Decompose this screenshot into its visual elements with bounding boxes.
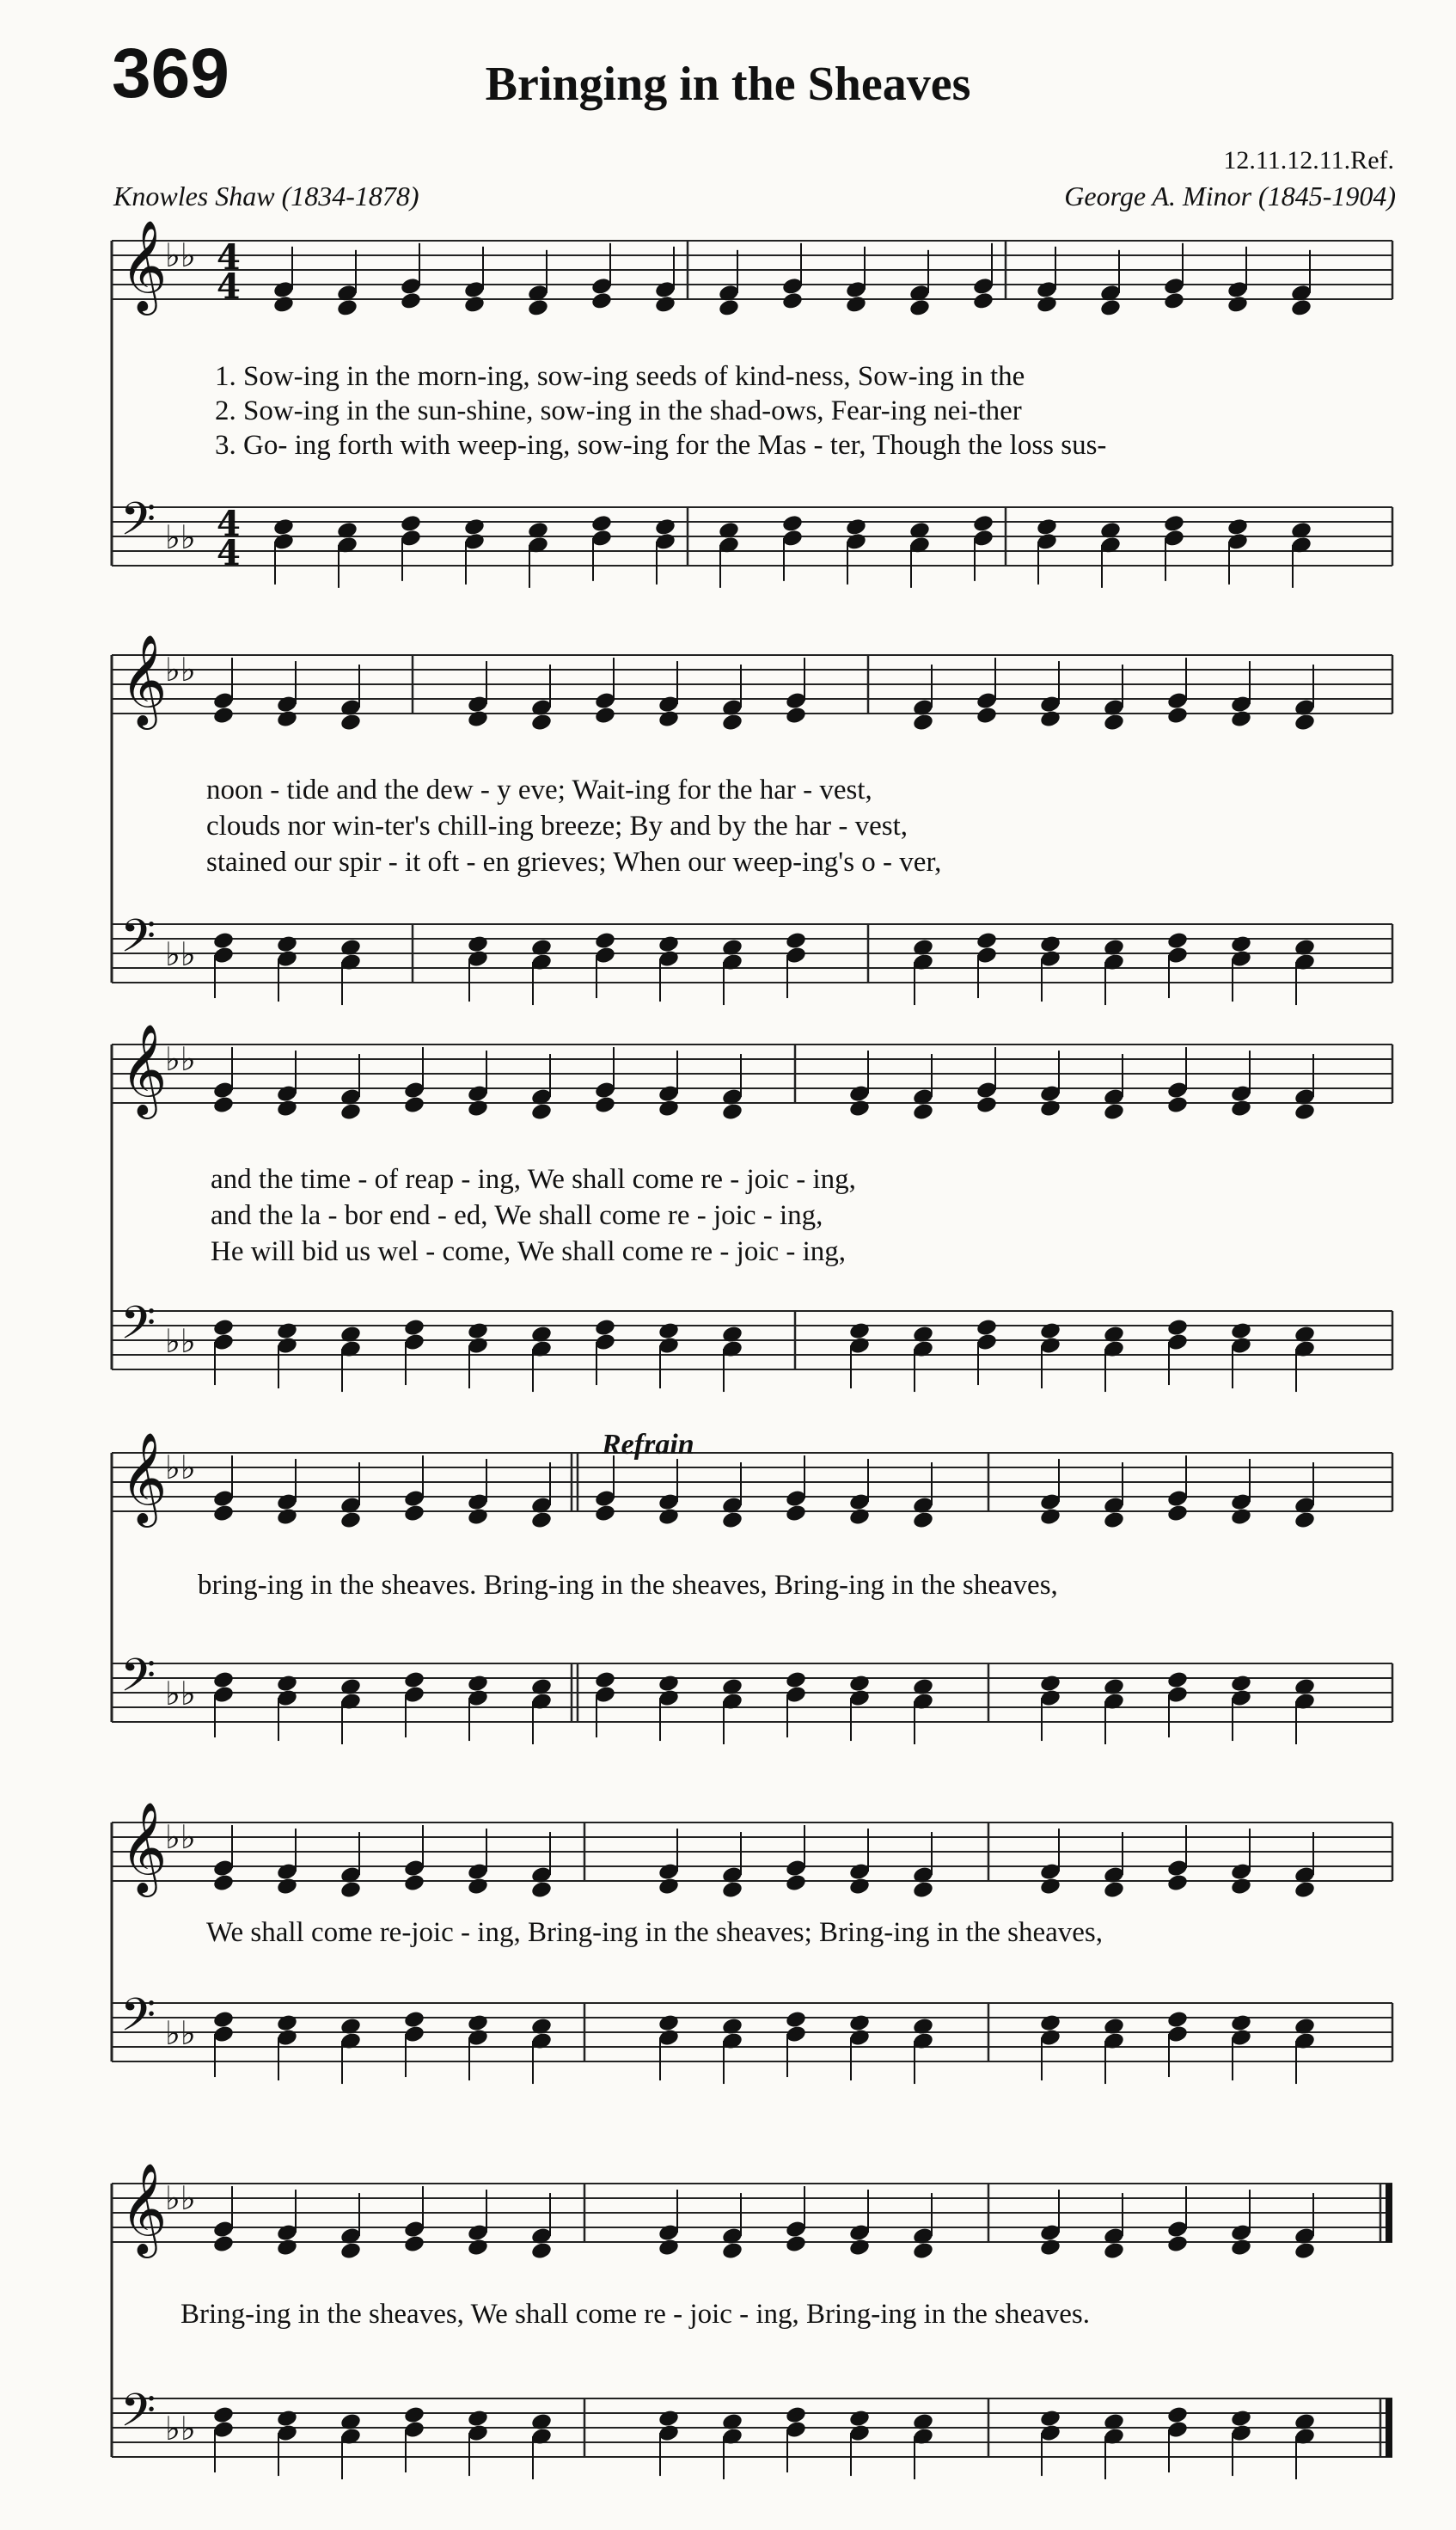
note-head — [212, 1670, 235, 1690]
hymn-title: Bringing in the Sheaves — [485, 58, 971, 111]
hymn-number: 369 — [112, 34, 229, 113]
note-head — [594, 1670, 616, 1690]
note-head — [785, 2010, 807, 2030]
note-head — [658, 1674, 680, 1694]
treble-clef-icon: 𝄞 — [120, 2162, 168, 2254]
note-head — [594, 1318, 616, 1338]
note-head — [1230, 709, 1252, 729]
note-head — [467, 1507, 489, 1527]
note-head — [1166, 2405, 1189, 2425]
note-head — [530, 713, 553, 732]
note-head — [467, 1099, 489, 1118]
note-head — [781, 291, 804, 311]
note-head — [912, 1880, 934, 1900]
note-head — [1036, 518, 1058, 537]
note-head — [721, 1880, 743, 1900]
note-head — [1039, 1877, 1061, 1896]
note-head — [1039, 934, 1061, 954]
refrain-label: Refrain — [602, 1429, 694, 1461]
note-head — [1166, 1504, 1189, 1523]
note-head — [1039, 1507, 1061, 1527]
note-head — [530, 2241, 553, 2261]
treble-clef-icon: 𝄞 — [120, 219, 168, 311]
note-head — [848, 1507, 871, 1527]
time-signature: 4 — [217, 504, 241, 544]
key-signature-flats: ♭♭ — [165, 1675, 196, 1712]
key-signature-flats: ♭♭ — [165, 2014, 196, 2052]
note-head — [848, 1321, 871, 1341]
note-head — [590, 291, 613, 311]
note-head — [658, 1507, 680, 1527]
note-head — [912, 713, 934, 732]
note-head — [976, 1095, 998, 1115]
meter: 12.11.12.11.Ref. — [1223, 146, 1394, 175]
note-head — [1039, 709, 1061, 729]
note-head — [721, 713, 743, 732]
note-head — [848, 2409, 871, 2429]
note-head — [848, 2238, 871, 2257]
treble-clef-icon: 𝄞 — [120, 634, 168, 726]
note-head — [467, 2013, 489, 2033]
lyric-line: stained our spir - it oft - en grieves; When our weep-ing's o - ver, — [206, 847, 942, 878]
note-head — [400, 291, 422, 311]
note-head — [594, 1095, 616, 1115]
key-signature-flats: ♭♭ — [165, 236, 196, 274]
note-head — [1166, 1873, 1189, 1893]
note-head — [785, 1873, 807, 1893]
key-signature-flats: ♭♭ — [165, 1322, 196, 1360]
note-head — [1039, 1674, 1061, 1694]
note-head — [972, 291, 994, 311]
note-head — [467, 1321, 489, 1341]
note-head — [212, 706, 235, 726]
note-head — [785, 1504, 807, 1523]
note-head — [276, 1674, 298, 1694]
note-head — [467, 1674, 489, 1694]
note-head — [845, 295, 867, 315]
note-head — [400, 514, 422, 534]
note-head — [403, 1670, 425, 1690]
note-head — [336, 298, 358, 318]
note-head — [1039, 1321, 1061, 1341]
note-head — [403, 2405, 425, 2425]
note-head — [1294, 1102, 1316, 1122]
note-head — [276, 2238, 298, 2257]
bass-clef-icon: 𝄢 — [120, 910, 156, 974]
note-head — [272, 295, 295, 315]
note-head — [1230, 2238, 1252, 2257]
time-signature: 4 — [217, 237, 241, 278]
note-head — [590, 514, 613, 534]
note-head — [1294, 1880, 1316, 1900]
note-head — [1163, 291, 1185, 311]
note-head — [1103, 1510, 1125, 1530]
note-head — [340, 1510, 362, 1530]
key-signature-flats: ♭♭ — [165, 651, 196, 689]
note-head — [276, 1877, 298, 1896]
note-head — [1230, 1674, 1252, 1694]
note-head — [212, 2405, 235, 2425]
note-head — [658, 2409, 680, 2429]
note-head — [212, 1318, 235, 1338]
note-head — [976, 931, 998, 951]
note-head — [340, 1102, 362, 1122]
note-head — [276, 1099, 298, 1118]
lyric-line: and the la - bor end - ed, We shall come re - joic - ing, — [211, 1200, 823, 1231]
note-head — [972, 514, 994, 534]
author-credit: Knowles Shaw (1834-1878) — [113, 181, 419, 211]
note-head — [1294, 713, 1316, 732]
bass-clef-icon: 𝄢 — [120, 2385, 156, 2448]
note-head — [594, 931, 616, 951]
note-head — [845, 518, 867, 537]
treble-clef-icon: 𝄞 — [120, 1431, 168, 1523]
note-head — [1230, 2013, 1252, 2033]
bass-clef-icon: 𝄢 — [120, 493, 156, 557]
bass-clef-icon: 𝄢 — [120, 1297, 156, 1361]
note-head — [718, 298, 740, 318]
note-head — [848, 2013, 871, 2033]
note-head — [1103, 1880, 1125, 1900]
note-head — [1230, 1099, 1252, 1118]
note-head — [785, 706, 807, 726]
note-head — [403, 1318, 425, 1338]
note-head — [908, 298, 931, 318]
key-signature-flats: ♭♭ — [165, 935, 196, 973]
bass-clef-icon: 𝄢 — [120, 1650, 156, 1713]
note-head — [848, 1099, 871, 1118]
time-signature: 4 — [217, 533, 241, 573]
note-head — [1294, 1510, 1316, 1530]
note-head — [403, 1095, 425, 1115]
note-head — [785, 931, 807, 951]
note-head — [340, 713, 362, 732]
note-head — [276, 1321, 298, 1341]
key-signature-flats: ♭♭ — [165, 1818, 196, 1856]
note-head — [976, 1318, 998, 1338]
note-head — [1039, 2013, 1061, 2033]
composer-credit: George A. Minor (1845-1904) — [1064, 181, 1396, 211]
note-head — [1103, 2241, 1125, 2261]
note-head — [912, 2241, 934, 2261]
note-head — [403, 1873, 425, 1893]
lyric-line: and the time - of reap - ing, We shall come re - joic - ing, — [211, 1164, 856, 1195]
note-head — [658, 1877, 680, 1896]
note-head — [1230, 934, 1252, 954]
note-head — [654, 518, 676, 537]
note-head — [1039, 2238, 1061, 2257]
note-head — [1230, 1507, 1252, 1527]
note-head — [1294, 2241, 1316, 2261]
note-head — [403, 2010, 425, 2030]
note-head — [654, 295, 676, 315]
note-head — [785, 2234, 807, 2254]
note-head — [1163, 514, 1185, 534]
note-head — [658, 1099, 680, 1118]
note-head — [467, 934, 489, 954]
note-head — [1227, 295, 1249, 315]
note-head — [1230, 2409, 1252, 2429]
note-head — [276, 709, 298, 729]
note-head — [530, 1510, 553, 1530]
note-head — [212, 931, 235, 951]
final-barline — [1386, 2184, 1392, 2242]
note-head — [848, 1877, 871, 1896]
note-head — [1290, 298, 1312, 318]
note-head — [1230, 1877, 1252, 1896]
note-head — [785, 1670, 807, 1690]
note-head — [340, 1880, 362, 1900]
lyric-line: 3. Go- ing forth with weep-ing, sow-ing for the Mas - ter, Though the loss sus- — [215, 430, 1107, 461]
note-head — [976, 706, 998, 726]
note-head — [785, 2405, 807, 2425]
lyric-line: bring-ing in the sheaves. Bring-ing in the sheaves, Bring-ing in the sheaves, — [198, 1570, 1058, 1601]
note-head — [721, 1510, 743, 1530]
final-barline — [1386, 2398, 1392, 2457]
note-head — [1036, 295, 1058, 315]
key-signature-flats: ♭♭ — [165, 2410, 196, 2447]
note-head — [658, 934, 680, 954]
key-signature-flats: ♭♭ — [165, 1040, 196, 1078]
note-head — [1227, 518, 1249, 537]
note-head — [272, 518, 295, 537]
time-signature: 4 — [217, 266, 241, 307]
lyric-line: He will bid us wel - come, We shall come re - joic - ing, — [211, 1236, 847, 1267]
note-head — [1166, 706, 1189, 726]
note-head — [467, 2238, 489, 2257]
note-head — [212, 1873, 235, 1893]
note-head — [1166, 1318, 1189, 1338]
treble-clef-icon: 𝄞 — [120, 1023, 168, 1115]
note-head — [467, 1877, 489, 1896]
treble-clef-icon: 𝄞 — [120, 1801, 168, 1893]
note-head — [1166, 2010, 1189, 2030]
note-head — [848, 1674, 871, 1694]
lyric-line: clouds nor win-ter's chill-ing breeze; By and by the har - vest, — [206, 811, 908, 842]
note-head — [1099, 298, 1122, 318]
note-head — [276, 1507, 298, 1527]
note-head — [467, 2409, 489, 2429]
lyric-line: We shall come re-joic - ing, Bring-ing in the sheaves; Bring-ing in the sheaves, — [206, 1917, 1103, 1948]
note-head — [1103, 713, 1125, 732]
key-signature-flats: ♭♭ — [165, 2179, 196, 2217]
lyric-line: Bring-ing in the sheaves, We shall come re - joic - ing, Bring-ing in the sheaves. — [180, 2299, 1090, 2330]
note-head — [276, 934, 298, 954]
note-head — [527, 298, 549, 318]
note-head — [530, 1102, 553, 1122]
note-head — [463, 518, 486, 537]
key-signature-flats: ♭♭ — [165, 518, 196, 556]
note-head — [1039, 2409, 1061, 2429]
note-head — [658, 1321, 680, 1341]
note-head — [212, 2010, 235, 2030]
note-head — [212, 1504, 235, 1523]
note-head — [912, 1102, 934, 1122]
note-head — [1039, 1099, 1061, 1118]
note-head — [467, 709, 489, 729]
lyric-line: 2. Sow-ing in the sun-shine, sow-ing in the shad-ows, Fear-ing nei-ther — [215, 395, 1022, 426]
note-head — [1166, 931, 1189, 951]
note-head — [1103, 1102, 1125, 1122]
note-head — [1166, 1670, 1189, 1690]
note-head — [212, 1095, 235, 1115]
note-head — [1230, 1321, 1252, 1341]
note-head — [463, 295, 486, 315]
note-head — [721, 1102, 743, 1122]
note-head — [530, 1880, 553, 1900]
note-head — [403, 1504, 425, 1523]
note-head — [658, 2013, 680, 2033]
note-head — [340, 2241, 362, 2261]
note-head — [403, 2234, 425, 2254]
note-head — [658, 2238, 680, 2257]
lyric-line: noon - tide and the dew - y eve; Wait-ing for the har - vest, — [206, 775, 872, 806]
note-head — [721, 2241, 743, 2261]
note-head — [781, 514, 804, 534]
lyric-line: 1. Sow-ing in the morn-ing, sow-ing seeds of kind-ness, Sow-ing in the — [215, 361, 1025, 392]
key-signature-flats: ♭♭ — [165, 1449, 196, 1486]
note-head — [212, 2234, 235, 2254]
note-head — [276, 2013, 298, 2033]
note-head — [594, 1504, 616, 1523]
bass-clef-icon: 𝄢 — [120, 1989, 156, 2053]
note-head — [912, 1510, 934, 1530]
note-head — [276, 2409, 298, 2429]
note-head — [1166, 1095, 1189, 1115]
note-head — [594, 706, 616, 726]
note-head — [658, 709, 680, 729]
note-head — [1166, 2234, 1189, 2254]
